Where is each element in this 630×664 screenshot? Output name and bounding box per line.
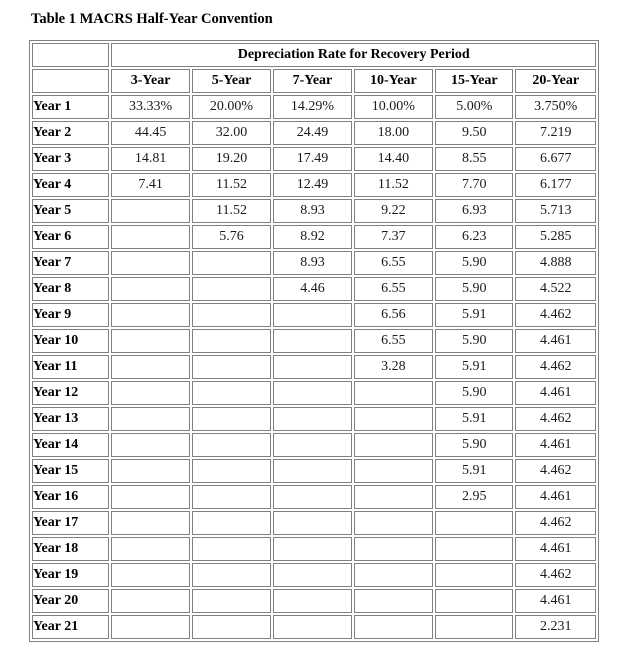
rate-cell: 4.462 (515, 563, 596, 587)
rate-cell: 5.90 (435, 251, 513, 275)
rate-cell (192, 407, 271, 431)
rate-cell: 5.90 (435, 433, 513, 457)
rate-cell: 44.45 (111, 121, 189, 145)
rate-cell: 5.91 (435, 355, 513, 379)
rate-cell: 6.55 (354, 329, 433, 353)
rate-cell (354, 537, 433, 561)
row-label: Year 10 (32, 329, 109, 353)
row-label: Year 5 (32, 199, 109, 223)
rate-cell: 8.93 (273, 199, 351, 223)
rate-cell (192, 537, 271, 561)
table-row (32, 433, 596, 457)
table-row (32, 511, 596, 535)
rate-cell (192, 355, 271, 379)
rate-cell (435, 537, 513, 561)
group-header-row (32, 43, 596, 67)
rate-cell: 6.177 (515, 173, 596, 197)
rate-cell (273, 407, 351, 431)
row-label: Year 17 (32, 511, 109, 535)
row-label: Year 19 (32, 563, 109, 587)
table-row (32, 251, 596, 275)
rate-cell: 4.462 (515, 459, 596, 483)
column-header-3-year: 3-Year (111, 69, 189, 93)
rate-cell: 8.92 (273, 225, 351, 249)
rate-cell (192, 251, 271, 275)
table-row (32, 199, 596, 223)
rate-cell (111, 199, 189, 223)
rate-cell: 9.50 (435, 121, 513, 145)
rate-cell (192, 381, 271, 405)
rate-cell (192, 329, 271, 353)
rate-cell: 4.46 (273, 277, 351, 301)
rate-cell (273, 459, 351, 483)
row-label: Year 21 (32, 615, 109, 639)
macrs-table (29, 40, 599, 642)
rate-cell (111, 537, 189, 561)
table-row (32, 615, 596, 639)
rate-cell: 14.81 (111, 147, 189, 171)
rate-cell (354, 563, 433, 587)
rate-cell: 5.91 (435, 459, 513, 483)
rate-cell (192, 459, 271, 483)
rate-cell: 6.677 (515, 147, 596, 171)
rate-cell: 5.90 (435, 381, 513, 405)
corner-cell (32, 69, 109, 93)
rate-cell (192, 511, 271, 535)
rate-cell (354, 381, 433, 405)
rate-cell (111, 433, 189, 457)
rate-cell: 5.285 (515, 225, 596, 249)
rate-cell (192, 303, 271, 327)
rate-cell: 4.462 (515, 355, 596, 379)
rate-cell: 14.29% (273, 95, 351, 119)
row-label: Year 14 (32, 433, 109, 457)
rate-cell (192, 277, 271, 301)
rate-cell: 11.52 (192, 173, 271, 197)
rate-cell (111, 381, 189, 405)
rate-cell: 5.00% (435, 95, 513, 119)
rate-cell: 5.76 (192, 225, 271, 249)
rate-cell (273, 615, 351, 639)
rate-cell: 5.713 (515, 199, 596, 223)
rate-cell (273, 537, 351, 561)
rate-cell: 11.52 (354, 173, 433, 197)
rate-cell: 4.461 (515, 485, 596, 509)
rate-cell (111, 251, 189, 275)
rate-cell: 11.52 (192, 199, 271, 223)
rate-cell: 8.55 (435, 147, 513, 171)
table-row (32, 563, 596, 587)
rate-cell: 17.49 (273, 147, 351, 171)
rate-cell (111, 485, 189, 509)
rate-cell: 4.462 (515, 407, 596, 431)
rate-cell: 7.70 (435, 173, 513, 197)
rate-cell: 4.461 (515, 433, 596, 457)
rate-cell: 2.231 (515, 615, 596, 639)
row-label: Year 18 (32, 537, 109, 561)
table-row (32, 485, 596, 509)
table-row (32, 277, 596, 301)
row-label: Year 12 (32, 381, 109, 405)
rate-cell (111, 407, 189, 431)
column-header-5-year: 5-Year (192, 69, 271, 93)
rate-cell: 4.462 (515, 511, 596, 535)
rate-cell: 12.49 (273, 173, 351, 197)
rate-cell: 3.28 (354, 355, 433, 379)
row-label: Year 20 (32, 589, 109, 613)
table-row (32, 537, 596, 561)
rate-cell: 6.55 (354, 251, 433, 275)
table-row (32, 355, 596, 379)
rate-cell (111, 277, 189, 301)
rate-cell (192, 563, 271, 587)
row-label: Year 11 (32, 355, 109, 379)
table-row (32, 459, 596, 483)
table-body (32, 43, 596, 639)
rate-cell (354, 485, 433, 509)
table-row (32, 173, 596, 197)
table-row (32, 95, 596, 119)
rate-cell (273, 563, 351, 587)
column-header-7-year: 7-Year (273, 69, 351, 93)
rate-cell: 32.00 (192, 121, 271, 145)
row-label: Year 8 (32, 277, 109, 301)
rate-cell: 18.00 (354, 121, 433, 145)
row-label: Year 15 (32, 459, 109, 483)
rate-cell: 4.888 (515, 251, 596, 275)
rate-cell (435, 563, 513, 587)
rate-cell: 4.461 (515, 329, 596, 353)
row-label: Year 6 (32, 225, 109, 249)
rate-cell: 20.00% (192, 95, 271, 119)
rate-cell (111, 589, 189, 613)
rate-cell: 2.95 (435, 485, 513, 509)
rate-cell: 33.33% (111, 95, 189, 119)
rate-cell: 9.22 (354, 199, 433, 223)
table-row (32, 147, 596, 171)
rate-cell (354, 433, 433, 457)
rate-cell (354, 589, 433, 613)
rate-cell: 14.40 (354, 147, 433, 171)
rate-cell (273, 485, 351, 509)
rate-cell (354, 459, 433, 483)
rate-cell (111, 225, 189, 249)
rate-cell: 6.56 (354, 303, 433, 327)
rate-cell (111, 615, 189, 639)
rate-cell: 5.90 (435, 329, 513, 353)
rate-cell (111, 303, 189, 327)
rate-cell (273, 381, 351, 405)
row-label: Year 16 (32, 485, 109, 509)
rate-cell (435, 511, 513, 535)
table-row (32, 589, 596, 613)
column-header-10-year: 10-Year (354, 69, 433, 93)
table-row (32, 407, 596, 431)
rate-cell (273, 511, 351, 535)
rate-cell: 7.219 (515, 121, 596, 145)
row-label: Year 4 (32, 173, 109, 197)
rate-cell (273, 355, 351, 379)
row-label: Year 13 (32, 407, 109, 431)
rate-cell: 24.49 (273, 121, 351, 145)
table-row (32, 225, 596, 249)
rate-cell: 4.522 (515, 277, 596, 301)
table-caption: Table 1 MACRS Half-Year Convention (31, 11, 273, 27)
rate-cell: 10.00% (354, 95, 433, 119)
rate-cell: 4.461 (515, 537, 596, 561)
rate-cell (273, 433, 351, 457)
rate-cell (111, 459, 189, 483)
table-row (32, 329, 596, 353)
column-header-15-year: 15-Year (435, 69, 513, 93)
row-label: Year 9 (32, 303, 109, 327)
rate-cell (192, 485, 271, 509)
rate-cell: 7.37 (354, 225, 433, 249)
row-label: Year 7 (32, 251, 109, 275)
column-header-20-year: 20-Year (515, 69, 596, 93)
rate-cell: 4.461 (515, 381, 596, 405)
rate-cell (192, 589, 271, 613)
row-label: Year 3 (32, 147, 109, 171)
rate-cell (273, 303, 351, 327)
rate-cell (435, 589, 513, 613)
rate-cell (111, 563, 189, 587)
group-header: Depreciation Rate for Recovery Period (111, 43, 596, 67)
rate-cell: 5.91 (435, 303, 513, 327)
column-header-row (32, 69, 596, 93)
rate-cell (273, 329, 351, 353)
rate-cell: 4.461 (515, 589, 596, 613)
rate-cell (273, 589, 351, 613)
rate-cell: 5.90 (435, 277, 513, 301)
rate-cell: 8.93 (273, 251, 351, 275)
rate-cell: 19.20 (192, 147, 271, 171)
rate-cell (354, 615, 433, 639)
rate-cell: 6.23 (435, 225, 513, 249)
rate-cell (192, 615, 271, 639)
rate-cell (354, 407, 433, 431)
table-row (32, 121, 596, 145)
row-label: Year 2 (32, 121, 109, 145)
rate-cell: 4.462 (515, 303, 596, 327)
row-label: Year 1 (32, 95, 109, 119)
rate-cell (111, 329, 189, 353)
rate-cell: 5.91 (435, 407, 513, 431)
table-row (32, 381, 596, 405)
rate-cell: 6.55 (354, 277, 433, 301)
table-row (32, 303, 596, 327)
rate-cell (354, 511, 433, 535)
rate-cell (111, 355, 189, 379)
corner-cell (32, 43, 109, 67)
rate-cell (111, 511, 189, 535)
rate-cell: 3.750% (515, 95, 596, 119)
rate-cell (435, 615, 513, 639)
rate-cell (192, 433, 271, 457)
rate-cell: 6.93 (435, 199, 513, 223)
rate-cell: 7.41 (111, 173, 189, 197)
